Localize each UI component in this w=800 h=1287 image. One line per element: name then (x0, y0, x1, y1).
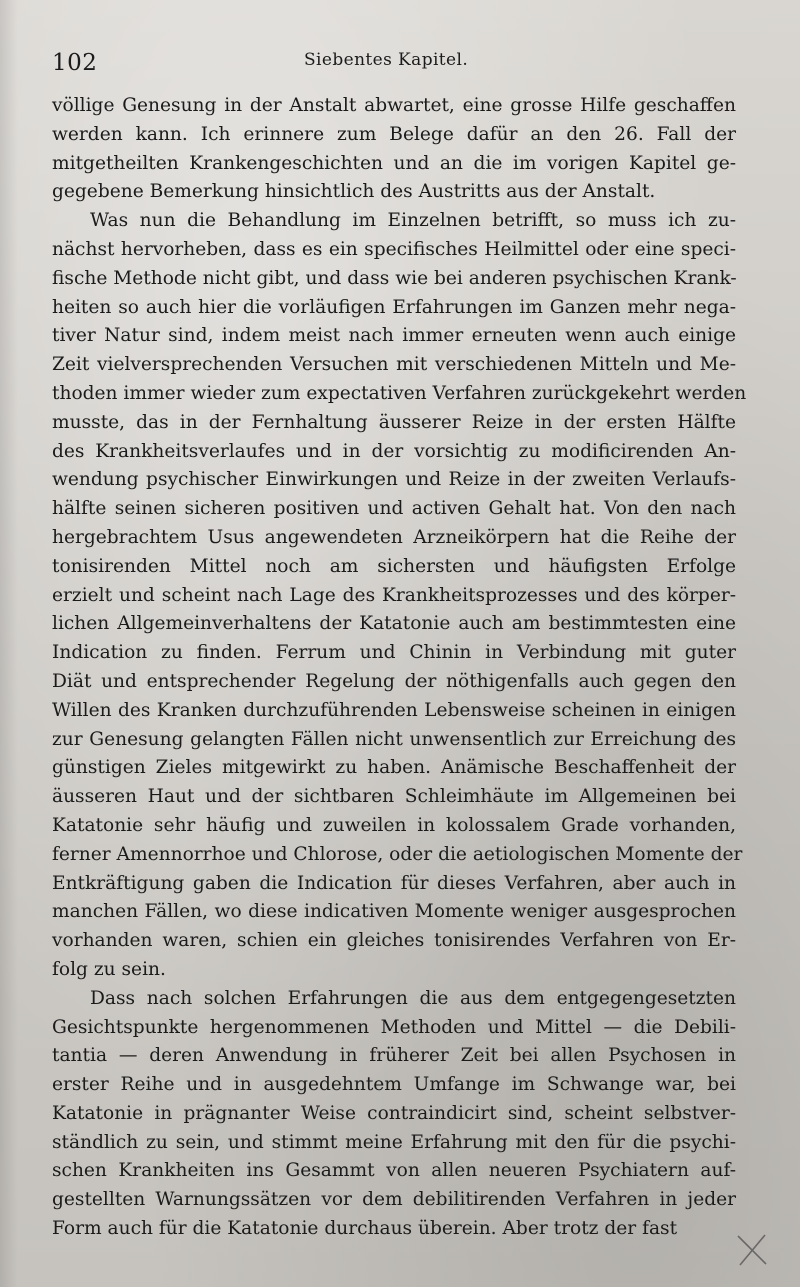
text-line: tonisirenden Mittel noch am sichersten und häufigsten Erfolge (52, 555, 736, 577)
text-line: erzielt und scheint nach Lage des Krankheitsprozesses und des körper- (52, 584, 736, 606)
text-line: erster Reihe und in ausgedehntem Umfange im Schwange war, bei (52, 1074, 736, 1096)
text-line: Willen des Kranken durchzuführenden Lebensweise scheinen in einigen (52, 699, 736, 721)
text-line: fische Methode nicht gibt, und dass wie bei anderen psychischen Krank- (52, 267, 737, 289)
text-line: ferner Amennorrhoe und Chlorose, oder die aetiologischen Momente der (52, 843, 743, 865)
text-line: Dass nach solchen Erfahrungen die aus dem entgegengesetzten (90, 987, 736, 1009)
text-line: Was nun die Behandlung im Einzelnen betrifft, so muss ich zu- (90, 210, 736, 232)
text-line: Form auch für die Katatonie durchaus überein. Aber trotz der fast (52, 1218, 678, 1240)
text-line: des Krankheitsverlaufes und in der vorsichtig zu modificirenden An- (52, 440, 736, 462)
text-line: Zeit vielversprechenden Versuchen mit verschiedenen Mitteln und Me- (52, 354, 736, 376)
text-line: gegebene Bemerkung hinsichtlich des Austritts aus der Anstalt. (52, 181, 656, 203)
paragraph (52, 92, 736, 207)
pencil-cross-mark (734, 1232, 770, 1268)
text-line: werden kann. Ich erinnere zum Belege dafür an den 26. Fall der (52, 123, 736, 145)
text-line: tantia — deren Anwendung in früherer Zeit bei allen Psychosen in (52, 1045, 736, 1067)
text-line: musste, das in der Fernhaltung äusserer Reize in der ersten Hälfte (52, 411, 736, 433)
page-header (52, 44, 732, 78)
text-line: Gesichtspunkte hergenommenen Methoden und Mittel — die Debili- (52, 1016, 736, 1038)
text-line: Katatonie sehr häufig und zuweilen in kolossalem Grade vorhanden, (52, 814, 736, 836)
text-line: vorhanden waren, schien ein gleiches tonisirendes Verfahren von Er- (52, 930, 736, 952)
text-line: thoden immer wieder zum expectativen Verfahren zurückgekehrt werden (52, 382, 747, 404)
paragraph (52, 207, 747, 985)
text-line: Entkräftigung gaben die Indication für dieses Verfahren, aber auch in (52, 872, 736, 894)
text-line: günstigen Zieles mitgewirkt zu haben. Anämische Beschaffenheit der (52, 757, 736, 779)
text-line: zur Genesung gelangten Fällen nicht unwensentlich zur Erreichung des (52, 728, 736, 750)
page-number: 102 (52, 50, 98, 76)
text-line: wendung psychischer Einwirkungen und Reize in der zweiten Verlaufs- (52, 469, 736, 491)
text-line: gestellten Warnungssätzen vor dem debilitirenden Verfahren in jeder (52, 1189, 736, 1211)
text-line: tiver Natur sind, indem meist nach immer erneuten wenn auch einige (52, 325, 736, 347)
text-line: manchen Fällen, wo diese indicativen Momente weniger ausgesprochen (52, 901, 736, 923)
text-line: mitgetheilten Krankengeschichten und an die im vorigen Kapitel ge- (52, 152, 736, 174)
running-head: Siebentes Kapitel. (304, 50, 469, 70)
text-line: heiten so auch hier die vorläufigen Erfahrungen im Ganzen mehr nega- (52, 296, 736, 318)
paragraph (52, 985, 736, 1244)
text-line: Diät und entsprechender Regelung der nöthigenfalls auch gegen den (52, 670, 736, 692)
text-line: Indication zu finden. Ferrum und Chinin in Verbindung mit guter (52, 642, 736, 664)
text-line: lichen Allgemeinverhaltens der Katatonie auch am bestimmtesten eine (52, 613, 736, 635)
text-line: folg zu sein. (52, 958, 166, 980)
text-line: hälfte seinen sicheren positiven und activen Gehalt hat. Von den nach (52, 498, 736, 520)
text-line: hergebrachtem Usus angewendeten Arzneikörpern hat die Reihe der (52, 526, 736, 548)
body-text (52, 92, 747, 1244)
text-line: Katatonie in prägnanter Weise contraindicirt sind, scheint selbstver- (52, 1102, 736, 1124)
text-line: äusseren Haut und der sichtbaren Schleimhäute im Allgemeinen bei (52, 786, 736, 808)
page-edge-shadow (0, 0, 18, 1287)
text-line: völlige Genesung in der Anstalt abwartet, eine grosse Hilfe geschaffen (52, 95, 736, 116)
text-line: schen Krankheiten ins Gesammt von allen neueren Psychiatern auf- (52, 1160, 736, 1182)
text-line: ständlich zu sein, und stimmt meine Erfahrung mit den für die psychi- (52, 1131, 736, 1153)
text-line: nächst hervorheben, dass es ein specifisches Heilmittel oder eine speci- (52, 238, 736, 260)
